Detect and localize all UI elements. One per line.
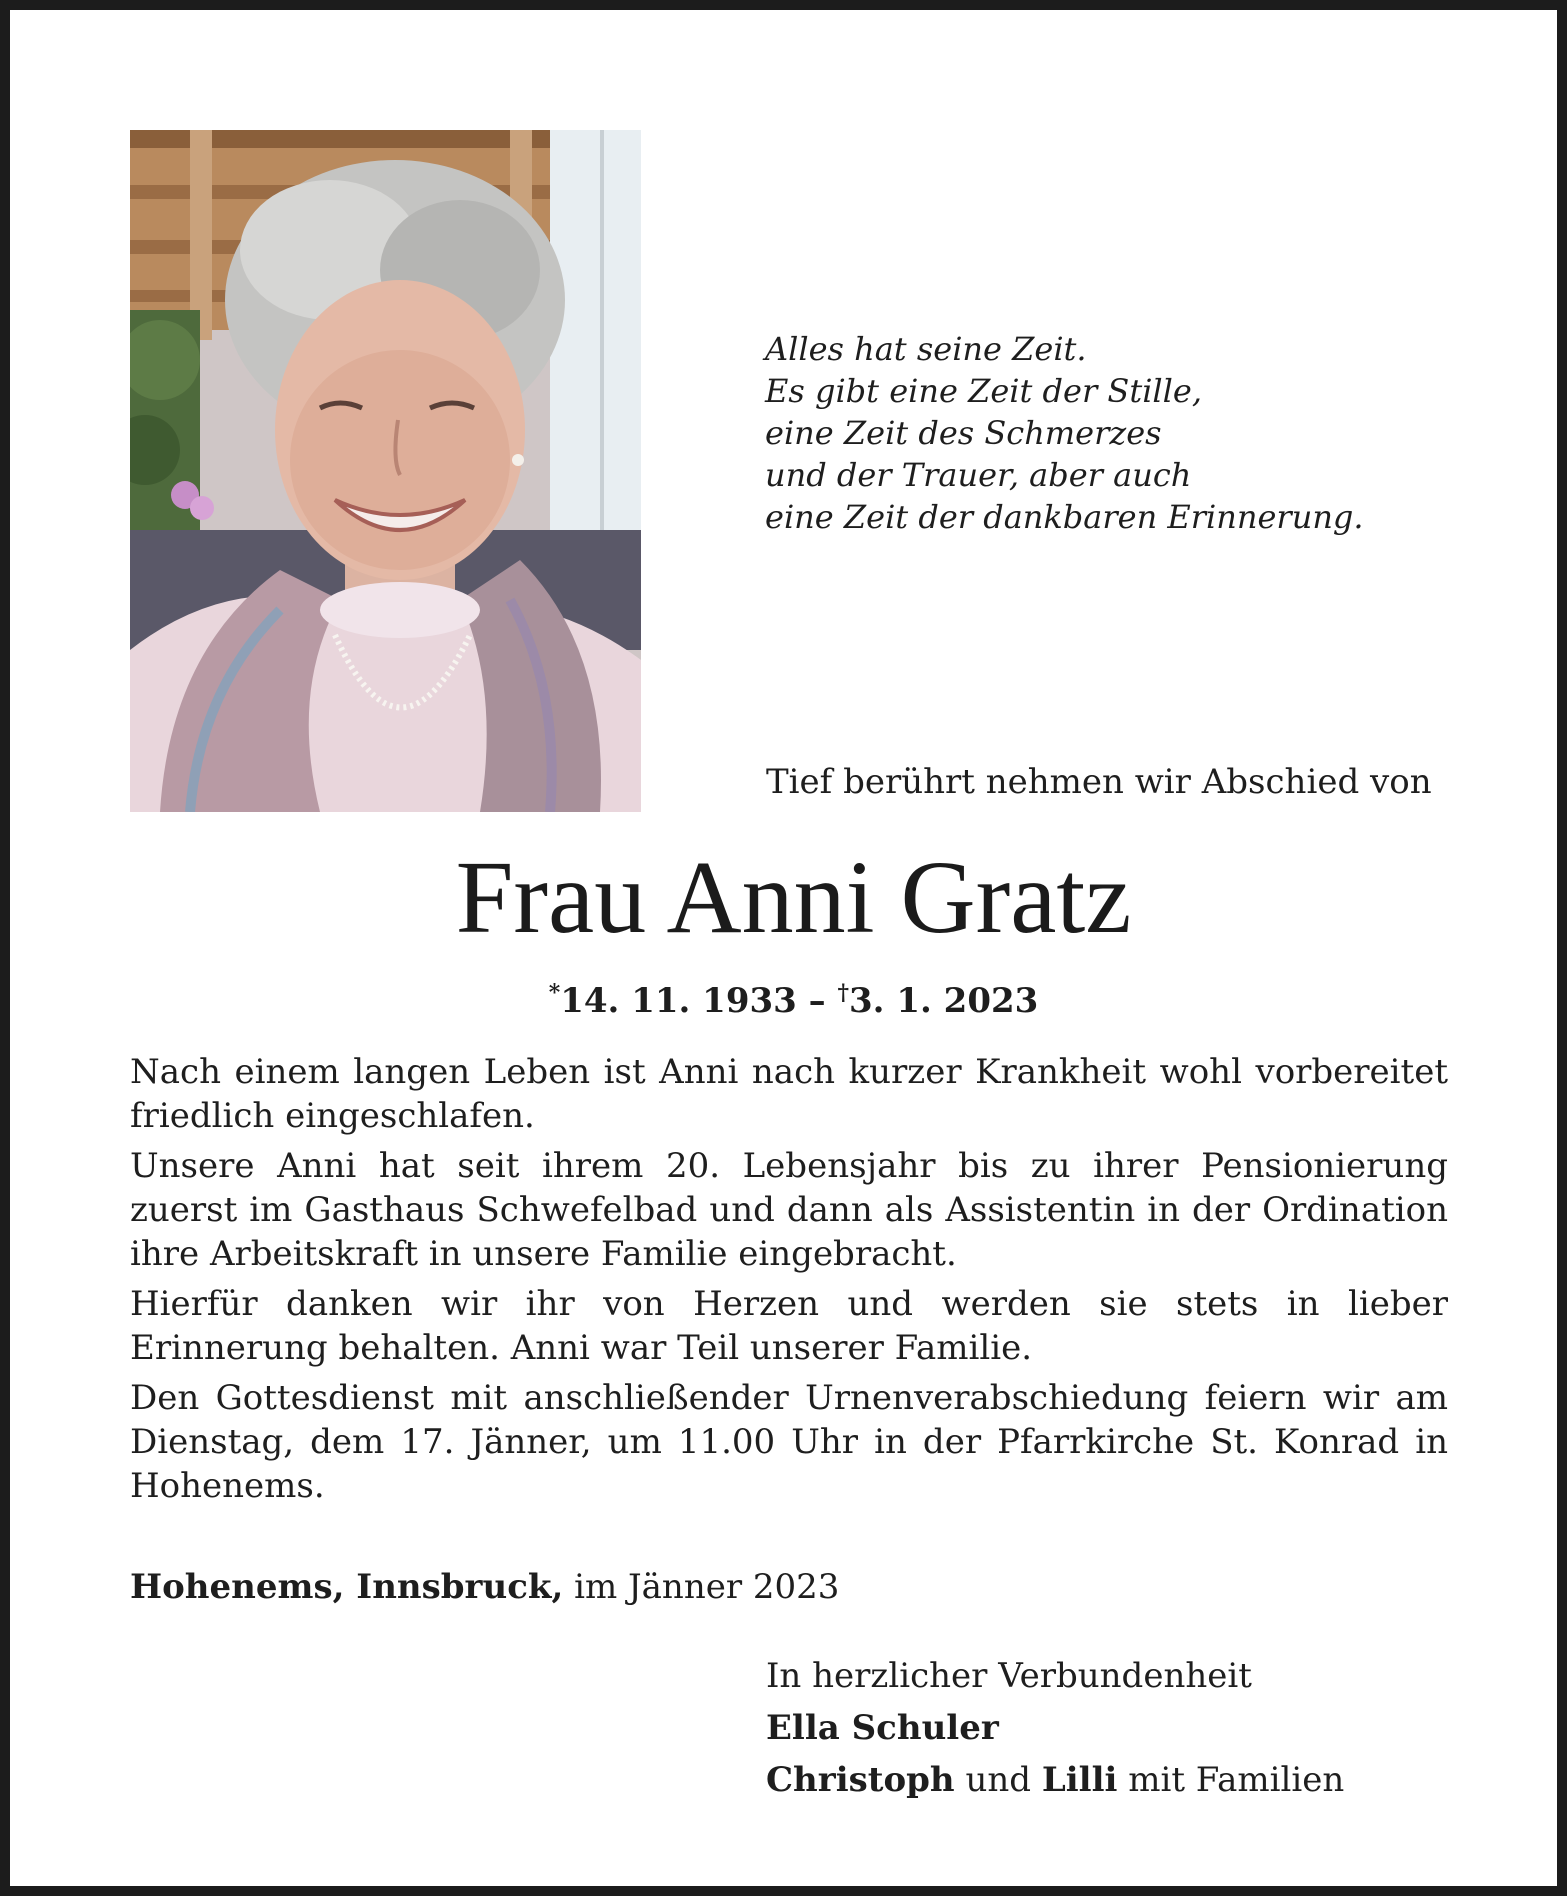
body-paragraph: Nach einem langen Leben ist Anni nach kurzer Krankheit wohl vorbereitet friedlich eingeschlafen.	[130, 1052, 1448, 1136]
death-date: 3. 1. 2023	[849, 981, 1039, 1021]
birth-date: 14. 11. 1933	[560, 981, 797, 1021]
signature-intro: In herzlicher Verbundenheit	[766, 1656, 1252, 1696]
poem-line: eine Zeit der dankbaren Erinnerung.	[765, 498, 1364, 536]
poem	[765, 328, 1364, 538]
signer-name: Ella Schuler	[766, 1708, 999, 1748]
poem-line: und der Trauer, aber auch	[765, 456, 1192, 494]
poem-line: Alles hat seine Zeit.	[765, 330, 1087, 368]
poem-line: Es gibt eine Zeit der Stille,	[765, 372, 1202, 410]
signature-block	[766, 1650, 1344, 1806]
date: im Jänner 2023	[574, 1567, 840, 1607]
body-paragraph: Unsere Anni hat seit ihrem 20. Lebensjahr bis zu ihrer Pensionierung zuerst im Gasthaus Schwefelbad und dann als Assistentin in der Ordination ihre Arbeitskraft in unsere Familie eingebracht.	[130, 1146, 1448, 1274]
obituary-card	[10, 10, 1557, 1886]
portrait-photo	[130, 130, 641, 812]
farewell-line: Tief berührt nehmen wir Abschied von	[766, 762, 1432, 802]
signer-name: Lilli	[1041, 1760, 1118, 1800]
body-paragraph: Den Gottesdienst mit anschließender Urnenverabschiedung feiern wir am Dienstag, dem 17. Jänner, um 11.00 Uhr in der Pfarrkirche St. Konrad in Hohenems.	[130, 1378, 1448, 1506]
death-symbol: †	[837, 980, 850, 1006]
portrait-illustration	[130, 130, 641, 812]
poem-line: eine Zeit des Schmerzes	[765, 414, 1162, 452]
signer-suffix: mit Familien	[1128, 1760, 1345, 1800]
obituary-body	[130, 1050, 1448, 1514]
place-date	[130, 1567, 839, 1607]
birth-symbol: *	[548, 980, 561, 1006]
conjunction: und	[965, 1760, 1032, 1800]
deceased-name: Frau Anni Gratz	[455, 840, 1132, 955]
life-dates	[10, 980, 1557, 1021]
places: Hohenems, Innsbruck,	[130, 1567, 564, 1607]
signer-name: Christoph	[766, 1760, 955, 1800]
body-paragraph: Hierfür danken wir ihr von Herzen und werden sie stets in lieber Erinnerung behalten. Anni war Teil unserer Familie.	[130, 1284, 1448, 1368]
date-separator: –	[808, 981, 826, 1021]
